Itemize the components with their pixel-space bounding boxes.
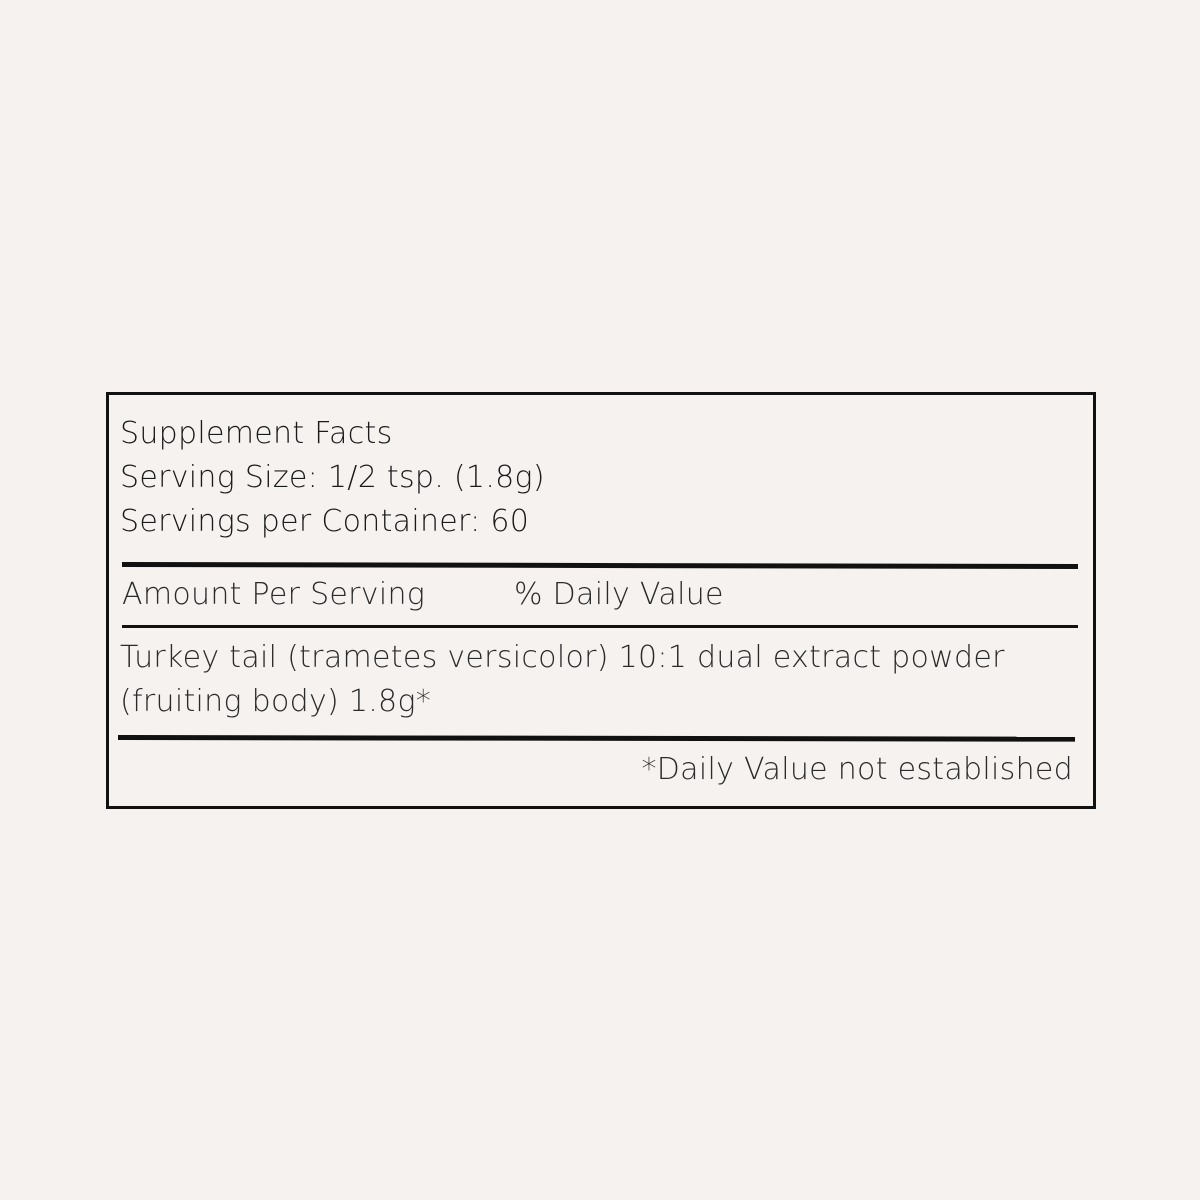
panel-title: Supplement Facts (120, 416, 393, 451)
thick-divider-top (122, 562, 1078, 569)
ingredient-line-2: (fruiting body) 1.8g* (120, 684, 432, 719)
amount-per-serving-header: Amount Per Serving (122, 577, 426, 612)
daily-value-header: % Daily Value (514, 577, 724, 612)
thin-divider (122, 625, 1078, 628)
daily-value-footnote: *Daily Value not established (641, 752, 1073, 787)
servings-per-container: Servings per Container: 60 (120, 504, 530, 539)
ingredient-line-1: Turkey tail (trametes versicolor) 10:1 dual extract powder (120, 640, 1005, 675)
supplement-facts-panel (106, 392, 1096, 809)
serving-size: Serving Size: 1/2 tsp. (1.8g) (120, 460, 545, 495)
thick-divider-bottom (118, 735, 1075, 742)
